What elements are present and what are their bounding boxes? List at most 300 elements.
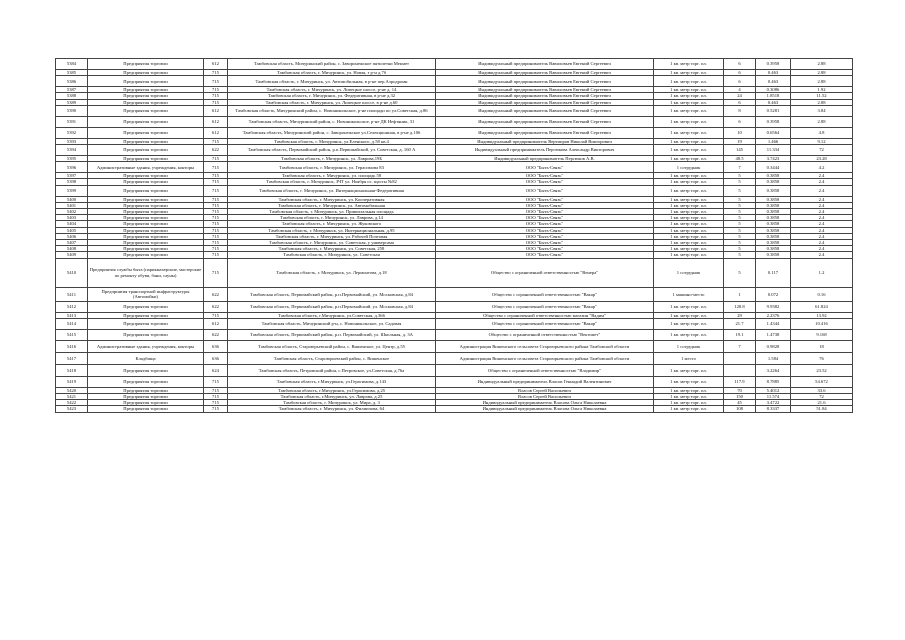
okato-code: 715	[204, 215, 228, 221]
table-body	[56, 59, 853, 413]
owner-name: Индивидуальный предприниматель Вавиловьев Евгений Сергеевич	[436, 127, 654, 138]
row-number: 5384	[56, 59, 88, 70]
object-type: Предприятия торговли	[88, 221, 204, 227]
calc-unit: 1 сотрудник	[654, 340, 724, 352]
object-type: Предприятия торговли	[88, 156, 204, 162]
annual-volume: 1.4738	[756, 329, 791, 340]
owner-name: Индивидуальный предприниматель Персюков А.В.	[436, 156, 654, 162]
annual-volume: 11.574	[756, 394, 791, 400]
unit-count: 6	[724, 59, 756, 70]
owner-name: Власов Сергей Васильевич	[436, 387, 654, 393]
object-type: Предприятия торговли	[88, 145, 204, 156]
unit-count: 5	[724, 196, 756, 202]
unit-count: 145	[724, 145, 756, 156]
owner-name: Индивидуальный предприниматель Вавиловьев Евгений Сергеевич	[436, 105, 654, 116]
row-number: 5395	[56, 156, 88, 162]
row-number: 5398	[56, 179, 88, 185]
object-type: Предприятия торговли	[88, 215, 204, 221]
annual-mass: 23.28	[791, 156, 853, 162]
annual-mass: 21.6	[791, 400, 853, 406]
owner-name: Индивидуальный предприниматель Вавиловьев Евгений Сергеевич	[436, 99, 654, 105]
row-number: 5392	[56, 127, 88, 138]
annual-volume: 0.5281	[756, 105, 791, 116]
okato-code: 715	[204, 312, 228, 318]
owner-name: Общество с ограниченной ответственностью "Вакар"	[436, 301, 654, 312]
table-row	[56, 352, 853, 364]
unit-count: 7	[724, 340, 756, 352]
object-type: Предприятия торговли	[88, 318, 204, 329]
okato-code: 715	[204, 400, 228, 406]
calc-unit: 1 кв. метр торг. пл.	[654, 406, 724, 412]
owner-name: ООО "Быть-Связь"	[436, 240, 654, 246]
annual-mass: 2.4	[791, 221, 853, 227]
row-number: 5405	[56, 227, 88, 233]
annual-volume: 0.3858	[756, 196, 791, 202]
owner-name: Общество с ограниченной ответственностью "Вакар"	[436, 287, 654, 301]
calc-unit: 1 кв. метр торг. пл.	[654, 221, 724, 227]
object-address: Тамбовская область, г. Мичуринск, ул. Лаврова, д.14	[228, 215, 436, 221]
owner-name: Индивидуальный предприниматель Вавиловьев Евгений Сергеевич	[436, 87, 654, 93]
object-address: Тамбовская область, г. Мичуринск, ул. Липецкое шоссе, р-не д. 14	[228, 87, 436, 93]
okato-code: 715	[204, 99, 228, 105]
annual-volume: 0.3858	[756, 246, 791, 252]
okato-code: 715	[204, 258, 228, 287]
calc-unit: 1 кв. метр торг. пл.	[654, 301, 724, 312]
annual-mass: 2.4	[791, 240, 853, 246]
annual-volume: 0.3858	[756, 240, 791, 246]
unit-count: 21.7	[724, 318, 756, 329]
row-number: 5411	[56, 287, 88, 301]
table-row	[56, 185, 853, 196]
object-type: Предприятия торговли	[88, 70, 204, 76]
object-type: Предприятия торговли	[88, 185, 204, 196]
unit-count: 24	[724, 93, 756, 99]
owner-name: Общество с ограниченной ответственностью "Вакар"	[436, 318, 654, 329]
calc-unit: 1 кв. метр торг. пл.	[654, 185, 724, 196]
calc-unit: 1 кв. метр торг. пл.	[654, 252, 724, 258]
row-number: 5399	[56, 185, 88, 196]
object-address: Тамбовская область, Мичуринский район, с. Новоникольское, р-не площади по ул.Советская, д.86	[228, 105, 436, 116]
object-type: Предприятия торговли	[88, 406, 204, 412]
owner-name: Общество с ограниченной ответственностью магазин "Вадим"	[436, 312, 654, 318]
owner-name: Общество с ограниченной ответственностью "Владимир"	[436, 364, 654, 376]
annual-mass: 72	[791, 145, 853, 156]
annual-volume: 0.3858	[756, 202, 791, 208]
unit-count: 29	[724, 312, 756, 318]
table-row	[56, 76, 853, 87]
row-number: 5414	[56, 318, 88, 329]
object-type: Предприятия торговли	[88, 376, 204, 387]
okato-code: 715	[204, 252, 228, 258]
calc-unit: 1 кв. метр торг. пл.	[654, 76, 724, 87]
table-row	[56, 287, 853, 301]
annual-volume: 0.463	[756, 99, 791, 105]
row-number: 5423	[56, 406, 88, 412]
row-number: 5390	[56, 105, 88, 116]
table-row	[56, 318, 853, 329]
annual-volume: 0.117	[756, 258, 791, 287]
object-address: Тамбовская область, г. Мичуринск, ул. Автомобильная, в р-не пер.Аэродромн	[228, 76, 436, 87]
annual-mass: 9.12	[791, 138, 853, 144]
object-address: Тамбовская область, Первомайский район, р.п.Первомайский, ул. Московская, д.84	[228, 287, 436, 301]
okato-code: 715	[204, 173, 228, 179]
annual-mass: 51.84	[791, 406, 853, 412]
object-type: Предприятия торговли	[88, 400, 204, 406]
object-type: Предприятия торговли	[88, 240, 204, 246]
unit-count: 5	[724, 209, 756, 215]
object-address: Тамбовская область, г. Мичуринск, ул. площадь 58	[228, 173, 436, 179]
owner-name: Общество с ограниченной ответственностью "Вектомет"	[436, 329, 654, 340]
object-type: Предприятия торговли	[88, 312, 204, 318]
okato-code: 715	[204, 138, 228, 144]
unit-count: 5	[724, 221, 756, 227]
unit-count: 5	[724, 246, 756, 252]
okato-code: 636	[204, 352, 228, 364]
annual-volume: 0.3858	[756, 252, 791, 258]
object-type: Предприятия торговли	[88, 116, 204, 127]
object-address: Тамбовская область, Первомайский район, р.п. Первомайский, ул. Школьная, д. 3А	[228, 329, 436, 340]
annual-mass: 76	[791, 352, 853, 364]
object-address: Тамбовская область, г.Мичуринск, ул.Герасимова, д.25	[228, 387, 436, 393]
annual-mass: 2.4	[791, 202, 853, 208]
annual-mass: 1.2	[791, 258, 853, 287]
owner-name: ООО "Быть-Связь"	[436, 162, 654, 173]
row-number: 5397	[56, 173, 88, 179]
unit-count: 70	[724, 387, 756, 393]
row-number: 5391	[56, 116, 88, 127]
object-address: Тамбовская область, Первомайский район, р.п.Первомайский, ул. Московская, д.84	[228, 301, 436, 312]
calc-unit: 1 кв. метр торг. пл.	[654, 173, 724, 179]
unit-count: 4	[724, 87, 756, 93]
annual-volume: 0.463	[756, 70, 791, 76]
annual-volume: 0.3086	[756, 87, 791, 93]
okato-code: 715	[204, 196, 228, 202]
table-row	[56, 340, 853, 352]
object-address: Тамбовская область, г. Мичуринск, ул. Мира, д. 3	[228, 400, 436, 406]
object-type: Предприятия торговли	[88, 246, 204, 252]
table-row	[56, 329, 853, 340]
calc-unit: 1 кв. метр торг. пл.	[654, 209, 724, 215]
object-address: Тамбовская область, г. Мичуринск, ул. Советская, у универсама	[228, 240, 436, 246]
owner-name: Индивидуальный предприниматель Вавиловьев Евгений Сергеевич	[436, 116, 654, 127]
okato-code: 622	[204, 301, 228, 312]
object-type: Предприятия торговли	[88, 202, 204, 208]
row-number: 5406	[56, 233, 88, 239]
calc-unit: 1 машино-место	[654, 287, 724, 301]
owner-name: ООО "Быть-Связь"	[436, 179, 654, 185]
okato-code: 715	[204, 70, 228, 76]
owner-name: ООО "Быть-Связь"	[436, 227, 654, 233]
object-address: Тамбовская область, г. Мичуринск, ул. Автомобильная	[228, 202, 436, 208]
annual-volume: 0.3858	[756, 209, 791, 215]
okato-code: 622	[204, 329, 228, 340]
annual-volume: 1.466	[756, 138, 791, 144]
annual-mass: 72	[791, 394, 853, 400]
object-address: Тамбовская область, г. Мичуринск, ЗЧТ ул. Ноября ос. щасты №82	[228, 179, 436, 185]
okato-code: 715	[204, 76, 228, 87]
object-address: Тамбовская область, г. Мичуринск, ул. Интернациональная-Федеративная	[228, 185, 436, 196]
annual-volume: 0.6564	[756, 127, 791, 138]
annual-volume: 0.3958	[756, 116, 791, 127]
calc-unit: 1 кв. метр торг. пл.	[654, 156, 724, 162]
calc-unit: 1 сотрудник	[654, 258, 724, 287]
table-row	[56, 127, 853, 138]
calc-unit: 1 кв. метр торг. пл.	[654, 364, 724, 376]
row-number: 5385	[56, 70, 88, 76]
annual-volume: 1.4344	[756, 318, 791, 329]
calc-unit: 1 кв. метр торг. пл.	[654, 400, 724, 406]
object-address: Тамбовская область, г. Мичуринск, ул. Липецкое шоссе, в р-не д.60	[228, 99, 436, 105]
annual-mass: 2.4	[791, 196, 853, 202]
unit-count: 10	[724, 127, 756, 138]
annual-volume: 3.4722	[756, 400, 791, 406]
table-row	[56, 376, 853, 387]
row-number: 5418	[56, 364, 88, 376]
annual-volume: 8.7885	[756, 376, 791, 387]
annual-volume: 0.463	[756, 76, 791, 87]
annual-mass: 2.4	[791, 246, 853, 252]
table-row	[56, 116, 853, 127]
object-address: Тамбовская область, г. Мичуринск, ул.Еленского, д.58 кв.4	[228, 138, 436, 144]
row-number: 5404	[56, 221, 88, 227]
annual-volume: 2.2376	[756, 312, 791, 318]
row-number: 5386	[56, 76, 88, 87]
annual-volume: 1.8518	[756, 93, 791, 99]
row-number: 5400	[56, 196, 88, 202]
okato-code: 624	[204, 364, 228, 376]
annual-volume: 0.3958	[756, 59, 791, 70]
unit-count: 5	[724, 240, 756, 246]
unit-count: 7	[724, 162, 756, 173]
object-address: Тамбовская область, Староюрьевский район, с. Вишенское	[228, 352, 436, 364]
object-address: Тамбовская область, Мичуринский район, с. Заворонежское пятилетки Мекмет	[228, 59, 436, 70]
unit-count: 19	[724, 138, 756, 144]
object-address: Тамбовская область, г. Мичуринск, ул. Кооперативная	[228, 196, 436, 202]
owner-name: Индивидуальный предприниматель Вавиловьев Евгений Сергеевич	[436, 76, 654, 87]
object-type: Предприятия торговли	[88, 173, 204, 179]
annual-mass: 2.4	[791, 215, 853, 221]
annual-volume: 0.3858	[756, 227, 791, 233]
unit-count: 6	[724, 99, 756, 105]
unit-count: 117.9	[724, 376, 756, 387]
calc-unit: 1 кв. метр торг. пл.	[654, 116, 724, 127]
calc-unit: 1 кв. метр торг. пл.	[654, 329, 724, 340]
owner-name: ООО "Быть-Связь"	[436, 221, 654, 227]
annual-mass: 2.4	[791, 233, 853, 239]
annual-mass: 2.88	[791, 116, 853, 127]
object-type: Предприятия торговли	[88, 364, 204, 376]
annual-volume: 0.3858	[756, 221, 791, 227]
owner-name: ООО "Быть-Связь"	[436, 185, 654, 196]
calc-unit: 1 кв. метр торг. пл.	[654, 227, 724, 233]
calc-unit: 1 кв. метр торг. пл.	[654, 179, 724, 185]
row-number: 5413	[56, 312, 88, 318]
owner-name: ООО "Быть-Связь"	[436, 202, 654, 208]
okato-code: 715	[204, 246, 228, 252]
row-number: 5419	[56, 376, 88, 387]
owner-name: Общество с ограниченной ответственностью "Венера"	[436, 258, 654, 287]
object-type: Административные здания, учреждения, конторы	[88, 340, 204, 352]
calc-unit: 1 кв. метр торг. пл.	[654, 127, 724, 138]
annual-mass: 2.4	[791, 209, 853, 215]
annual-mass: 2.4	[791, 179, 853, 185]
row-number: 5402	[56, 209, 88, 215]
object-type: Предприятия торговли	[88, 138, 204, 144]
calc-unit: 1 кв. метр торг. пл.	[654, 138, 724, 144]
object-address: Тамбовская область, Петровский район, с.Петровское, ул.Советская, д.76а	[228, 364, 436, 376]
okato-code: 612	[204, 127, 228, 138]
calc-unit: 1 кв. метр торг. пл.	[654, 233, 724, 239]
owner-name: ООО "Быть-Связь"	[436, 233, 654, 239]
object-address: Тамбовская область, г. Мичуринск, ул. Лермонтова, д.18	[228, 258, 436, 287]
object-type: Предприятия торговли	[88, 76, 204, 87]
calc-unit: 1 кв. метр торг. пл.	[654, 312, 724, 318]
row-number: 5408	[56, 246, 88, 252]
table-row	[56, 364, 853, 376]
annual-mass: 1.92	[791, 87, 853, 93]
row-number: 5401	[56, 202, 88, 208]
unit-count: 5	[724, 185, 756, 196]
object-type: Предприятия торговли	[88, 329, 204, 340]
row-number: 5412	[56, 301, 88, 312]
calc-unit: 1 кв. метр торг. пл.	[654, 215, 724, 221]
okato-code: 612	[204, 59, 228, 70]
unit-count: 6	[724, 116, 756, 127]
annual-volume: 11.334	[756, 145, 791, 156]
table-row	[56, 406, 853, 412]
unit-count: 6	[724, 70, 756, 76]
annual-mass: 11.52	[791, 93, 853, 99]
okato-code: 715	[204, 406, 228, 412]
waste-registry-table	[55, 58, 853, 413]
unit-count: 108	[724, 406, 756, 412]
calc-unit: 1 кв. метр торг. пл.	[654, 387, 724, 393]
unit-count: 5	[724, 252, 756, 258]
annual-volume: 0.3444	[756, 162, 791, 173]
owner-name: Индивидуальный предприниматель Вавиловьев Евгений Сергеевич	[436, 59, 654, 70]
calc-unit: 1 кв. метр торг. пл.	[654, 99, 724, 105]
owner-name: Индивидуальный предприниматель Власова Ольга Николаевна	[436, 400, 654, 406]
object-address: Тамбовская область, г. Мичуринск, ул. Федеративная, в р-не д.32	[228, 93, 436, 99]
object-type: Предприятия службы быта (парикмахерские, мастерские по ремонту обуви, бани, сауны)	[88, 258, 204, 287]
annual-volume: 0.3858	[756, 179, 791, 185]
okato-code: 715	[204, 179, 228, 185]
object-type: Предприятия торговли	[88, 179, 204, 185]
okato-code: 715	[204, 202, 228, 208]
owner-name: ООО "Быть-Связь"	[436, 173, 654, 179]
object-address: Тамбовская область, г. Мичуринск, ул. Филиппова, 64	[228, 406, 436, 412]
owner-name: Индивидуальный предприниматель Персюкова Александр Викторович	[436, 145, 654, 156]
owner-name: ООО "Быть-Связь"	[436, 209, 654, 215]
annual-mass: 2.4	[791, 185, 853, 196]
owner-name: ООО "Быть-Связь"	[436, 252, 654, 258]
annual-volume: 3.7423	[756, 156, 791, 162]
okato-code: 715	[204, 394, 228, 400]
annual-volume: 9.9382	[756, 301, 791, 312]
calc-unit: 1 сотрудник	[654, 162, 724, 173]
annual-mass: 2.4	[791, 227, 853, 233]
okato-code: 715	[204, 221, 228, 227]
row-number: 5409	[56, 252, 88, 258]
annual-volume: 0.3858	[756, 233, 791, 239]
okato-code: 715	[204, 387, 228, 393]
annual-volume: 0.3858	[756, 173, 791, 179]
unit-count	[724, 364, 756, 376]
annual-mass: 4.8	[791, 127, 853, 138]
owner-name: Администрация Вишенского сельсовета Староюрьевского района Тамбовской области	[436, 340, 654, 352]
okato-code: 715	[204, 162, 228, 173]
object-address: Тамбовская область, г. Мичуринск, ул. Новая, з р-н д.7б	[228, 70, 436, 76]
annual-mass: 4.2	[791, 162, 853, 173]
object-type: Предприятия торговли	[88, 394, 204, 400]
calc-unit: 1 кв. метр торг. пл.	[654, 394, 724, 400]
annual-volume: 0.9828	[756, 340, 791, 352]
table-row	[56, 258, 853, 287]
calc-unit: 1 кв. метр торг. пл.	[654, 196, 724, 202]
object-type: Кладбища	[88, 352, 204, 364]
okato-code: 622	[204, 145, 228, 156]
unit-count	[724, 352, 756, 364]
annual-mass: 2.88	[791, 99, 853, 105]
owner-name: Индивидуальный предприниматель Вертипров Николай Викторович	[436, 138, 654, 144]
annual-mass: 33.6	[791, 387, 853, 393]
row-number: 5410	[56, 258, 88, 287]
annual-mass: 13.92	[791, 312, 853, 318]
row-number: 5421	[56, 394, 88, 400]
unit-count: 5	[724, 173, 756, 179]
annual-mass: 2.4	[791, 252, 853, 258]
annual-mass: 2.88	[791, 76, 853, 87]
annual-volume: 0.3858	[756, 185, 791, 196]
owner-name: Индивидуальный предприниматель Вавиловьев Евгений Сергеевич	[436, 70, 654, 76]
row-number: 5417	[56, 352, 88, 364]
row-number: 5416	[56, 340, 88, 352]
table-row	[56, 162, 853, 173]
object-address: Тамбовская область, г. Мичуринск, ул. Лаврова,19Б	[228, 156, 436, 162]
row-number: 5387	[56, 87, 88, 93]
object-address: Тамбовская область, г.Мичуринск, ул.Герасимова, д.143	[228, 376, 436, 387]
object-address: Тамбовская область, г. Мичуринск, ул. Жуковского	[228, 221, 436, 227]
calc-unit: 1 кв. метр торг. пл.	[654, 70, 724, 76]
unit-count: 5	[724, 202, 756, 208]
owner-name: Индивидуальный предприниматель Власов Геннадий Валентинович	[436, 376, 654, 387]
okato-code: 715	[204, 376, 228, 387]
row-number: 5420	[56, 387, 88, 393]
owner-name: Индивидуальный предприниматель Власова Ольга Николаевна	[436, 406, 654, 412]
okato-code: 715	[204, 185, 228, 196]
owner-name: Индивидуальный предприниматель Вавиловьев Евгений Сергеевич	[436, 93, 654, 99]
okato-code: 622	[204, 287, 228, 301]
row-number: 5388	[56, 93, 88, 99]
unit-count: 19.1	[724, 329, 756, 340]
annual-mass: 2.88	[791, 59, 853, 70]
owner-name: ООО "Быть-Связь"	[436, 215, 654, 221]
row-number: 5393	[56, 138, 88, 144]
annual-volume: 5.4012	[756, 387, 791, 393]
table-row	[56, 59, 853, 70]
object-type: Предприятия торговли	[88, 252, 204, 258]
annual-volume: 3.2264	[756, 364, 791, 376]
annual-volume: 1.584	[756, 352, 791, 364]
row-number: 5407	[56, 240, 88, 246]
unit-count: 48.5	[724, 156, 756, 162]
object-type: Предприятия торговли	[88, 227, 204, 233]
okato-code: 715	[204, 233, 228, 239]
okato-code: 715	[204, 209, 228, 215]
object-type: Предприятия торговли	[88, 196, 204, 202]
unit-count: 6	[724, 76, 756, 87]
object-address: Тамбовская область, Мичуринский район, с. Новоникольское, р-не ДК Нефтяник, 31	[228, 116, 436, 127]
